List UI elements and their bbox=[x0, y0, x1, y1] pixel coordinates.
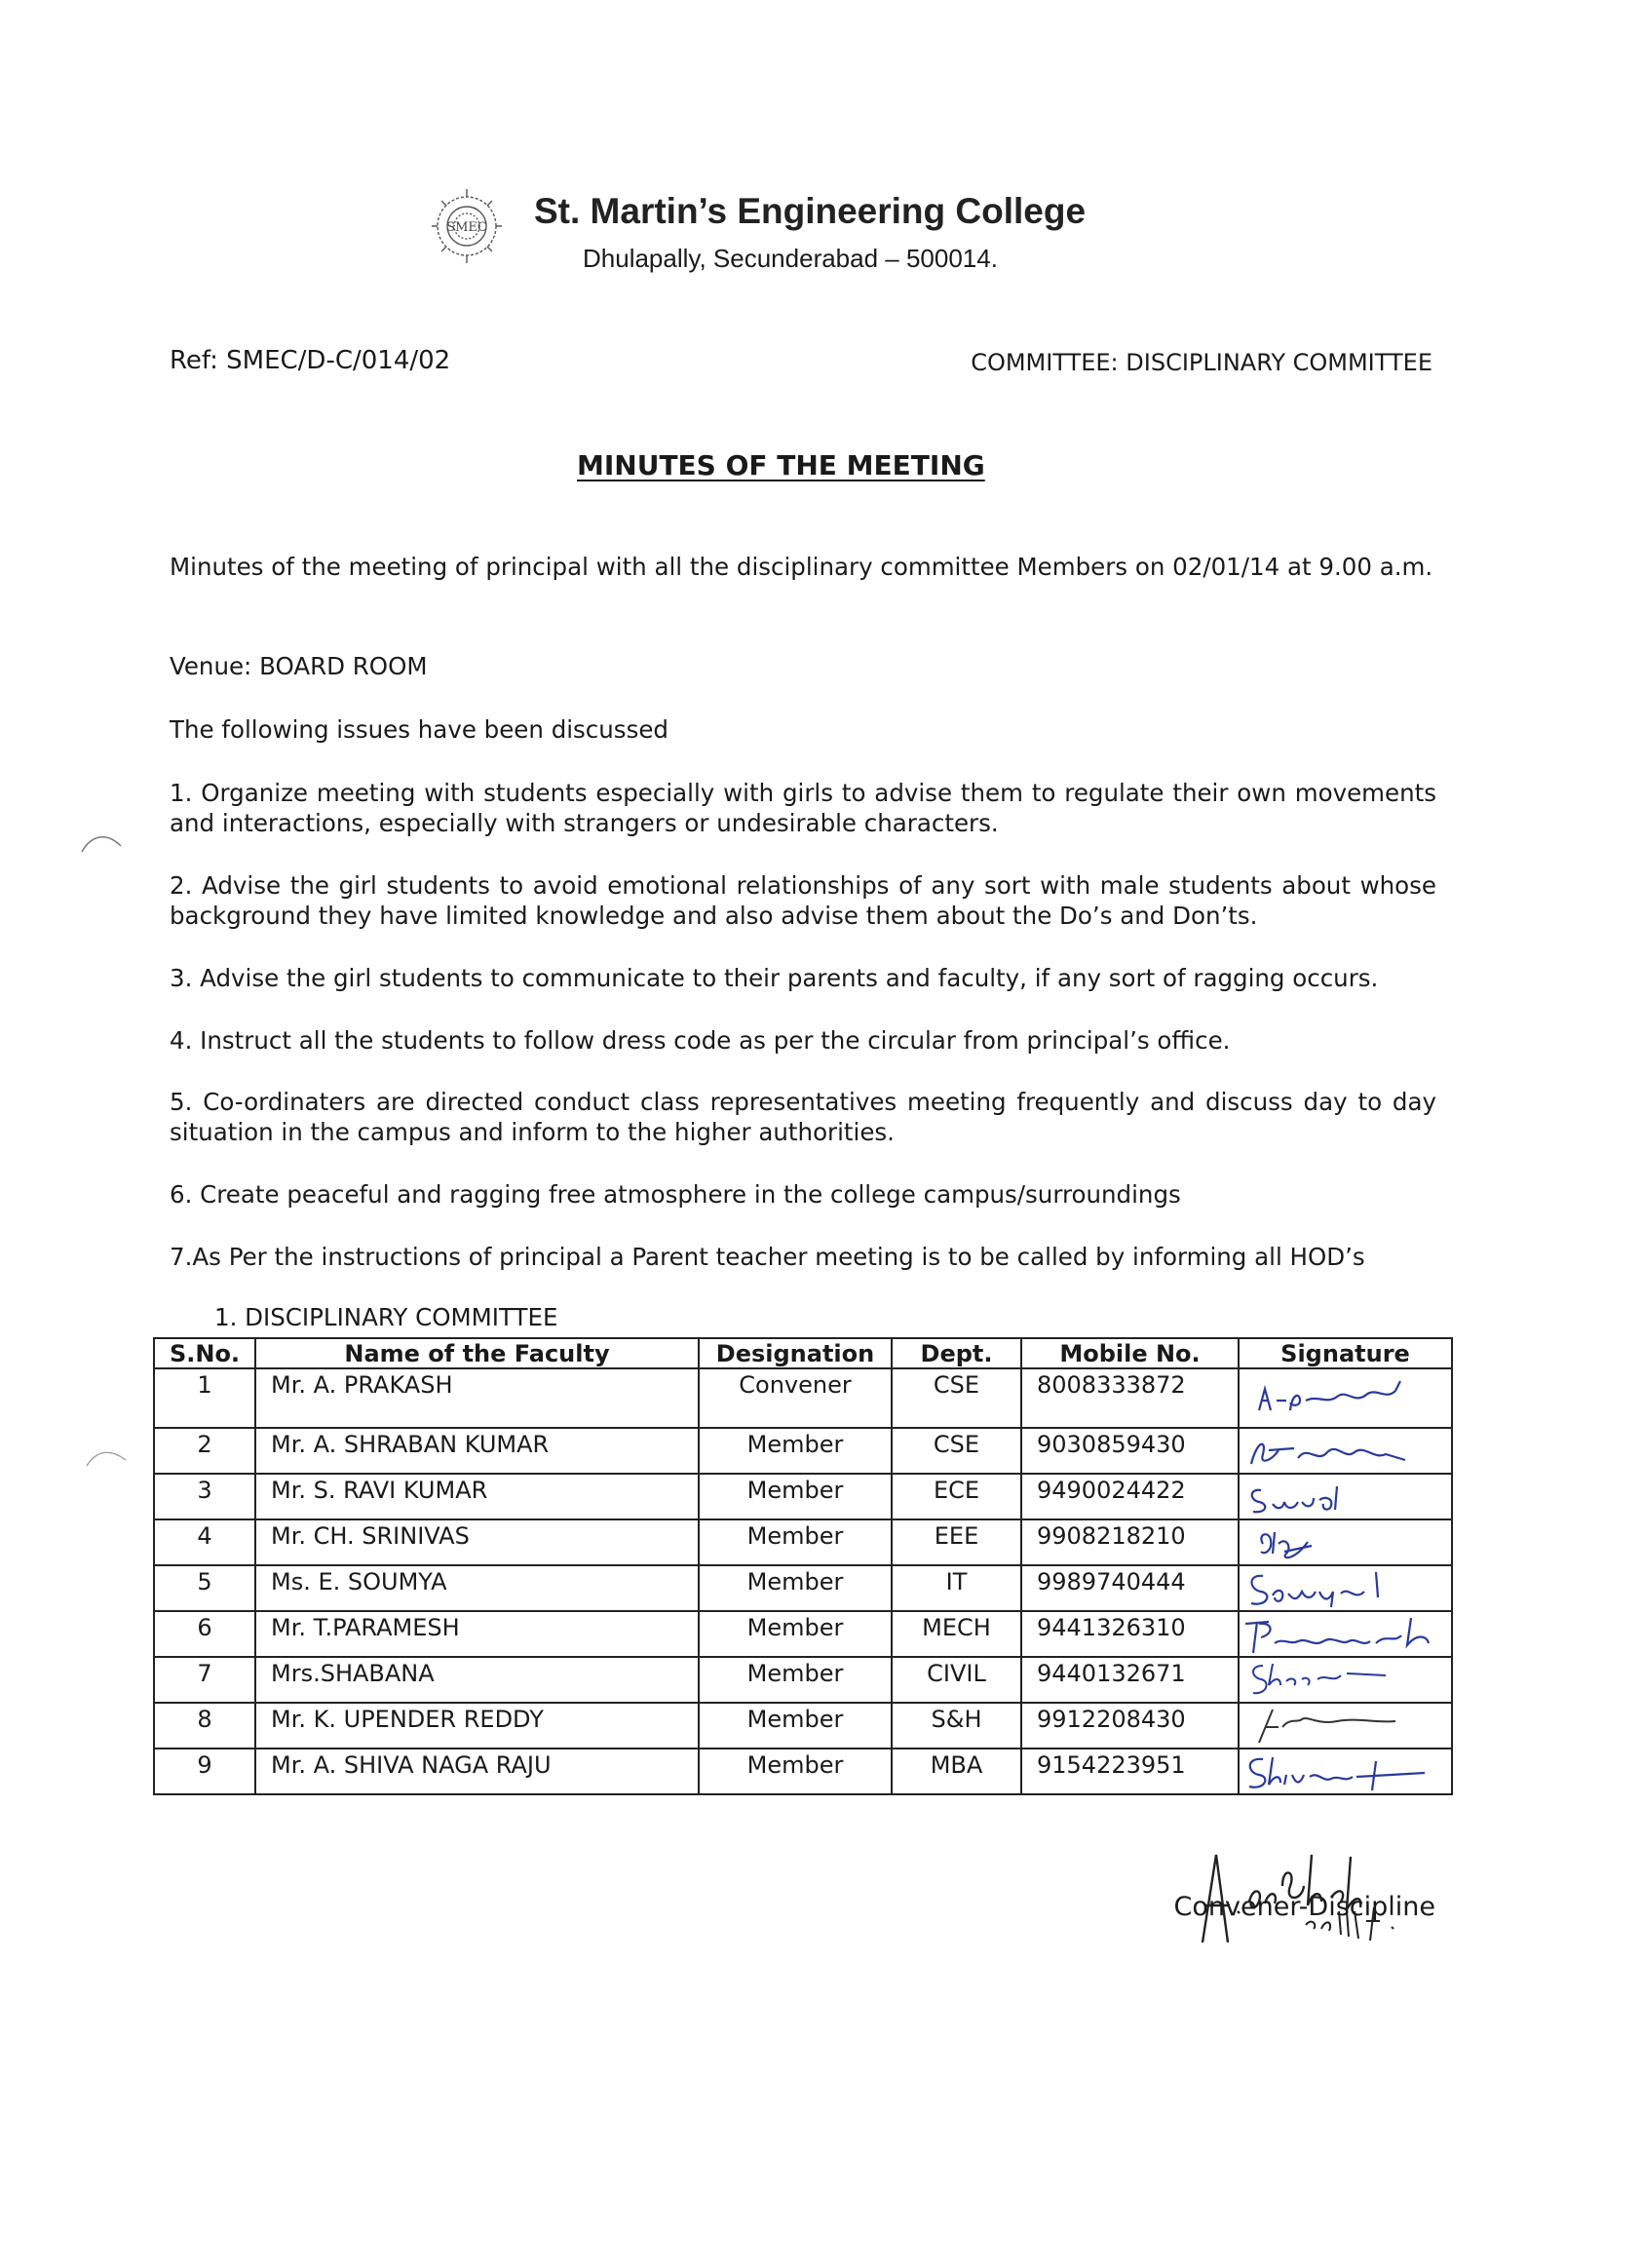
cell-signature bbox=[1239, 1474, 1452, 1519]
table-row bbox=[154, 1657, 1452, 1703]
cell-designation: Member bbox=[699, 1519, 892, 1565]
table-header-row bbox=[154, 1338, 1452, 1368]
cell-signature bbox=[1239, 1611, 1452, 1657]
cell-name: Mr. A. PRAKASH bbox=[255, 1368, 699, 1428]
issue-item: 4. Instruct all the students to follow dress code as per the circular from principal’s office. bbox=[170, 1026, 1231, 1055]
table-row bbox=[154, 1703, 1452, 1749]
cell-sno: 3 bbox=[154, 1474, 255, 1519]
cell-sno: 9 bbox=[154, 1749, 255, 1794]
handwritten-signature bbox=[1240, 1660, 1449, 1701]
table-row bbox=[154, 1474, 1452, 1519]
cell-name: Mr. T.PARAMESH bbox=[255, 1611, 699, 1657]
document-title: MINUTES OF THE MEETING bbox=[577, 449, 985, 481]
issue-item: 3. Advise the girl students to communicate to their parents and faculty, if any sort of ragging occurs. bbox=[170, 964, 1379, 992]
closing-designation: Convener-Discipline bbox=[1173, 1892, 1435, 1922]
college-logo bbox=[429, 185, 505, 271]
cell-mobile: 9154223951 bbox=[1021, 1749, 1239, 1794]
cell-designation: Member bbox=[699, 1474, 892, 1519]
cell-dept: MBA bbox=[892, 1749, 1021, 1794]
college-name: St. Martin’s Engineering College bbox=[534, 191, 1087, 231]
cell-dept: MECH bbox=[892, 1611, 1021, 1657]
cell-dept: CSE bbox=[892, 1428, 1021, 1474]
handwritten-signature bbox=[1240, 1371, 1449, 1426]
cell-dept: EEE bbox=[892, 1519, 1021, 1565]
handwritten-signature bbox=[1240, 1477, 1449, 1518]
handwritten-signature bbox=[1240, 1522, 1449, 1563]
header-designation: Designation bbox=[699, 1338, 892, 1368]
committee-list-heading: 1. DISCIPLINARY COMMITTEE bbox=[214, 1303, 558, 1331]
cell-mobile: 9912208430 bbox=[1021, 1703, 1239, 1749]
table-row bbox=[154, 1611, 1452, 1657]
cell-name: Mrs.SHABANA bbox=[255, 1657, 699, 1703]
cell-mobile: 8008333872 bbox=[1021, 1368, 1239, 1428]
cell-signature bbox=[1239, 1703, 1452, 1749]
issue-item: 7.As Per the instructions of principal a Parent teacher meeting is to be called by informing all HOD’s bbox=[170, 1243, 1365, 1271]
header-sno: S.No. bbox=[154, 1338, 255, 1368]
cell-sno: 5 bbox=[154, 1565, 255, 1611]
issue-item: 1. Organize meeting with students especially with girls to advise them to regulate their own movements and interactions, especially with strangers or undesirable characters. bbox=[170, 779, 1436, 837]
svg-text:SMEC: SMEC bbox=[446, 220, 487, 235]
cell-sno: 6 bbox=[154, 1611, 255, 1657]
cell-sno: 4 bbox=[154, 1519, 255, 1565]
table-row bbox=[154, 1368, 1452, 1428]
header-dept: Dept. bbox=[892, 1338, 1021, 1368]
cell-sno: 8 bbox=[154, 1703, 255, 1749]
handwritten-signature bbox=[1240, 1431, 1449, 1472]
issue-item: 6. Create peaceful and ragging free atmosphere in the college campus/surroundings bbox=[170, 1180, 1181, 1209]
handwritten-signature bbox=[1240, 1706, 1449, 1747]
table-row bbox=[154, 1565, 1452, 1611]
cell-mobile: 9989740444 bbox=[1021, 1565, 1239, 1611]
header-mobile: Mobile No. bbox=[1021, 1338, 1239, 1368]
scan-mark bbox=[83, 1442, 132, 1472]
intro-paragraph: Minutes of the meeting of principal with all the disciplinary committee Members on 02/01/14 at 9.00 a.m. bbox=[170, 553, 1433, 581]
table-row bbox=[154, 1428, 1452, 1474]
cell-mobile: 9490024422 bbox=[1021, 1474, 1239, 1519]
cell-name: Ms. E. SOUMYA bbox=[255, 1565, 699, 1611]
cell-mobile: 9030859430 bbox=[1021, 1428, 1239, 1474]
reference-number: Ref: SMEC/D-C/014/02 bbox=[170, 346, 451, 375]
issue-item: 2. Advise the girl students to avoid emotional relationships of any sort with male students about whose background they have limited knowledge and also advise them about the Do’s and Don’ts. bbox=[170, 871, 1436, 930]
handwritten-signature bbox=[1240, 1614, 1449, 1655]
scan-mark bbox=[78, 826, 127, 856]
cell-designation: Convener bbox=[699, 1368, 892, 1428]
venue-line: Venue: BOARD ROOM bbox=[170, 652, 428, 680]
header-signature: Signature bbox=[1239, 1338, 1452, 1368]
cell-sno: 2 bbox=[154, 1428, 255, 1474]
cell-sno: 1 bbox=[154, 1368, 255, 1428]
cell-designation: Member bbox=[699, 1565, 892, 1611]
cell-dept: CSE bbox=[892, 1368, 1021, 1428]
cell-dept: CIVIL bbox=[892, 1657, 1021, 1703]
issues-heading: The following issues have been discussed bbox=[170, 715, 668, 744]
college-address: Dhulapally, Secunderabad – 500014. bbox=[583, 244, 998, 273]
cell-designation: Member bbox=[699, 1703, 892, 1749]
table-row bbox=[154, 1749, 1452, 1794]
cell-designation: Member bbox=[699, 1657, 892, 1703]
cell-mobile: 9908218210 bbox=[1021, 1519, 1239, 1565]
handwritten-signature bbox=[1240, 1751, 1449, 1792]
committee-name: COMMITTEE: DISCIPLINARY COMMITTEE bbox=[971, 349, 1432, 376]
cell-signature bbox=[1239, 1565, 1452, 1611]
cell-signature bbox=[1239, 1749, 1452, 1794]
issue-item: 5. Co-ordinaters are directed conduct class representatives meeting frequently and discuss day to day situation in the campus and inform to the higher authorities. bbox=[170, 1088, 1436, 1146]
cell-mobile: 9440132671 bbox=[1021, 1657, 1239, 1703]
cell-name: Mr. S. RAVI KUMAR bbox=[255, 1474, 699, 1519]
cell-dept: ECE bbox=[892, 1474, 1021, 1519]
faculty-table bbox=[153, 1337, 1453, 1795]
cell-designation: Member bbox=[699, 1428, 892, 1474]
cell-designation: Member bbox=[699, 1611, 892, 1657]
cell-signature bbox=[1239, 1519, 1452, 1565]
cell-dept: S&H bbox=[892, 1703, 1021, 1749]
handwritten-signature bbox=[1240, 1568, 1449, 1609]
cell-signature bbox=[1239, 1368, 1452, 1428]
cell-name: Mr. K. UPENDER REDDY bbox=[255, 1703, 699, 1749]
table-row bbox=[154, 1519, 1452, 1565]
cell-name: Mr. CH. SRINIVAS bbox=[255, 1519, 699, 1565]
cell-dept: IT bbox=[892, 1565, 1021, 1611]
cell-name: Mr. A. SHIVA NAGA RAJU bbox=[255, 1749, 699, 1794]
cell-sno: 7 bbox=[154, 1657, 255, 1703]
cell-name: Mr. A. SHRABAN KUMAR bbox=[255, 1428, 699, 1474]
cell-designation: Member bbox=[699, 1749, 892, 1794]
header-name: Name of the Faculty bbox=[255, 1338, 699, 1368]
cell-signature bbox=[1239, 1657, 1452, 1703]
cell-mobile: 9441326310 bbox=[1021, 1611, 1239, 1657]
cell-signature bbox=[1239, 1428, 1452, 1474]
